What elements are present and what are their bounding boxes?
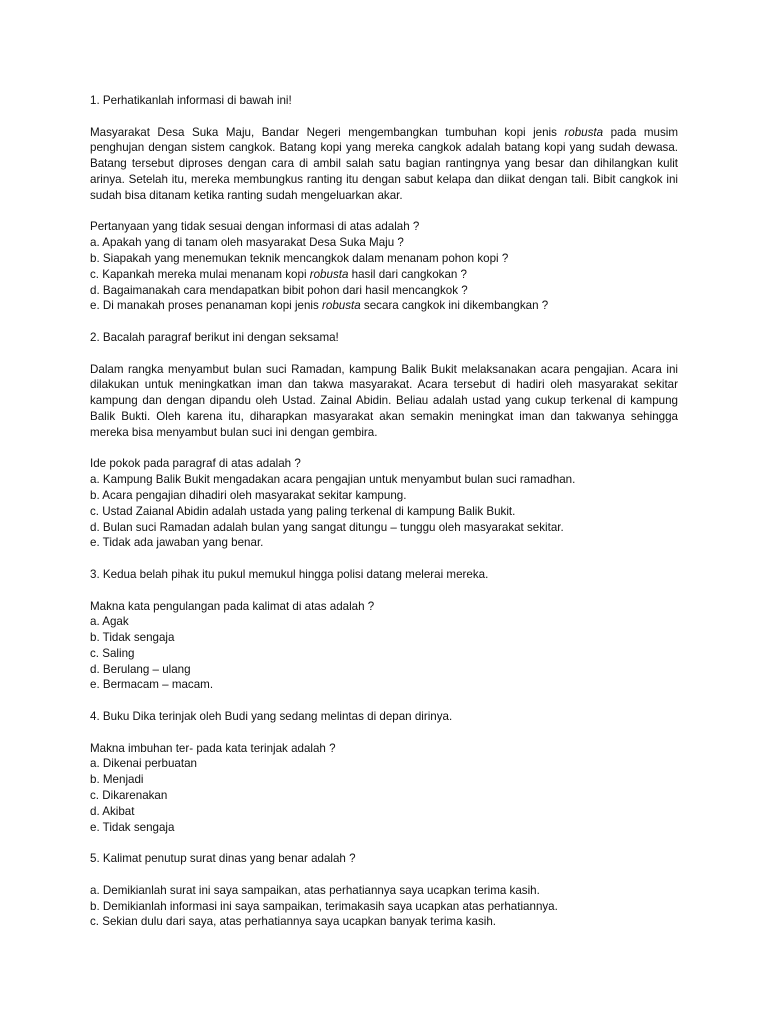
question-4-prompt: Makna imbuhan ter- pada kata terinjak adalah ? xyxy=(90,741,336,755)
option-d: d. Akibat xyxy=(90,804,135,818)
option-d: d. Berulang – ulang xyxy=(90,662,191,676)
option-a: a. Demikianlah surat ini saya sampaikan, atas perhatiannya saya ucapkan terima kasih. xyxy=(90,883,540,897)
option-e xyxy=(90,298,678,314)
option-a: a. Dikenai perbuatan xyxy=(90,757,197,771)
option-b: b. Demikianlah informasi ini saya sampaikan, terimakasih saya ucapkan atas perhatiannya. xyxy=(90,899,558,913)
passage-text: Masyarakat Desa Suka Maju, Bandar Negeri mengembangkan tumbuhan kopi jenis xyxy=(90,125,565,139)
question-1-passage xyxy=(90,125,678,204)
option-a: a. Apakah yang di tanam oleh masyarakat Desa Suka Maju ? xyxy=(90,236,404,250)
italic-term: robusta xyxy=(564,125,604,139)
option-b: b. Menjadi xyxy=(90,773,144,787)
option-e: e. Tidak sengaja xyxy=(90,820,175,834)
italic-term: robusta xyxy=(309,267,349,281)
question-3-heading: 3. Kedua belah pihak itu pukul memukul hingga polisi datang melerai mereka. xyxy=(90,567,489,581)
question-2-passage: Dalam rangka menyambut bulan suci Ramadan, kampung Balik Bukit melaksanakan acara pengajian. Acara ini dilakukan untuk meningkatkan iman dan takwa masyarakat. Acara tersebut di hadiri oleh masyarakat sekitar kampung dan dengan dipandu oleh Ustad. Zainal Abidin. Beliau adalah ustad yang cukup terkenal di kampung Balik Bukti. Oleh karena itu, diharapkan masyarakat akan semakin meningkat iman dan takwanya sehingga mereka bisa menyambut bulan suci ini dengan gembira. xyxy=(90,362,678,439)
option-c: c. Sekian dulu dari saya, atas perhatiannya saya ucapkan banyak terima kasih. xyxy=(90,915,497,929)
option-text: e. Di manakah proses penanaman kopi jenis xyxy=(90,299,323,313)
option-b: b. Acara pengajian dihadiri oleh masyarakat sekitar kampung. xyxy=(90,488,407,502)
option-d: d. Bulan suci Ramadan adalah bulan yang sangat ditungu – tunggu oleh masyarakat sekitar. xyxy=(90,520,564,534)
option-d: d. Bagaimanakah cara mendapatkan bibit pohon dari hasil mencangkok ? xyxy=(90,283,468,297)
question-5-heading: 5. Kalimat penutup surat dinas yang benar adalah ? xyxy=(90,852,356,866)
option-c: c. Dikarenakan xyxy=(90,789,168,803)
option-text: secara cangkok ini dikembangkan ? xyxy=(360,299,549,313)
option-a: a. Kampung Balik Bukit mengadakan acara pengajian untuk menyambut bulan suci ramadhan. xyxy=(90,473,576,487)
option-c: c. Ustad Zaianal Abidin adalah ustada yang paling terkenal di kampung Balik Bukit. xyxy=(90,504,516,518)
question-3-prompt: Makna kata pengulangan pada kalimat di atas adalah ? xyxy=(90,599,375,613)
question-1-prompt: Pertanyaan yang tidak sesuai dengan informasi di atas adalah ? xyxy=(90,220,420,234)
passage-text: pada musim penghujan dengan sistem cangkok. Batang kopi yang mereka cangkok adalah batang kopi yang sudah dewasa. Batang tersebut diproses dengan cara di ambil salah satu bagian rantingnya yang besar dan dihilangkan kulit arinya. Setelah itu, mereka membungkus ranting itu dengan sabut kelapa dan diikat dengan tali. Bibit cangkok ini sudah bisa ditanam ketika ranting sudah mengeluarkan akar. xyxy=(90,125,678,202)
option-b: b. Tidak sengaja xyxy=(90,631,175,645)
option-e: e. Tidak ada jawaban yang benar. xyxy=(90,536,264,550)
option-c xyxy=(90,267,678,283)
option-c: c. Saling xyxy=(90,646,135,660)
document-page xyxy=(90,93,678,930)
option-text: c. Kapankah mereka mulai menanam kopi xyxy=(90,267,310,281)
question-1-heading: 1. Perhatikanlah informasi di bawah ini! xyxy=(90,94,292,107)
italic-term: robusta xyxy=(322,299,361,313)
option-a: a. Agak xyxy=(90,615,129,629)
question-2-heading: 2. Bacalah paragraf berikut ini dengan seksama! xyxy=(90,330,339,344)
question-2-prompt: Ide pokok pada paragraf di atas adalah ? xyxy=(90,457,301,471)
option-b: b. Siapakah yang menemukan teknik mencangkok dalam menanam pohon kopi ? xyxy=(90,251,509,265)
option-e: e. Bermacam – macam. xyxy=(90,678,214,692)
option-text: hasil dari cangkokan ? xyxy=(348,267,468,281)
question-4-heading: 4. Buku Dika terinjak oleh Budi yang sedang melintas di depan dirinya. xyxy=(90,710,453,724)
